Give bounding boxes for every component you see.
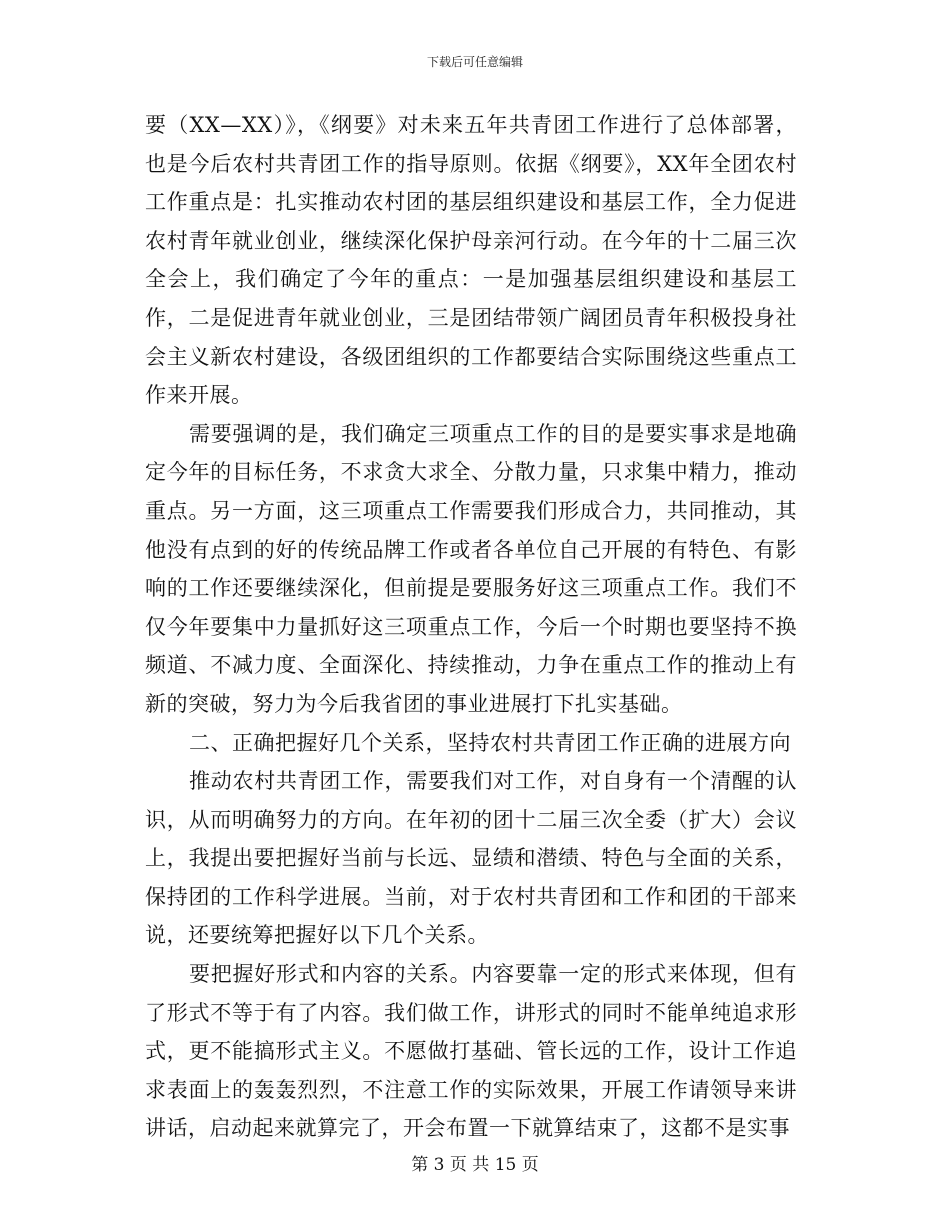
paragraph-2: 需要强调的是，我们确定三项重点工作的目的是要实事求是地确定今年的目标任务，不求贪大求全、分散力量，只求集中精力，推动重点。另一方面，这三项重点工作需要我们形成合力，共同推动，其他没有点到的好的传统品牌工作或者各单位自己开展的有特色、有影响的工作还要继续深化，但前提是要服务好这三项重点工作。我们不仅今年要集中力量抓好这三项重点工作，今后一个时期也要坚持不换频道、不减力度、全面深化、持续推动，力争在重点工作的推动上有新的突破，努力为今后我省团的事业进展打下扎实基础。	[145, 421, 797, 716]
page-footer	[0, 1154, 950, 1176]
current-page-number: 3	[433, 1155, 445, 1175]
page-header: 下载后可任意编辑	[426, 55, 523, 69]
paragraph-4: 要把握好形式和内容的关系。内容要靠一定的形式来体现，但有了形式不等于有了内容。我们做工作，讲形式的同时不能单纯追求形式，更不能搞形式主义。不愿做打基础、管长远的工作，设计工作追求表面上的轰轰烈烈，不注意工作的实际效果，开展工作请领导来讲讲话，启动起来就算完了，开会布置一下就算结束了，这都不是实事	[145, 962, 797, 1141]
paragraph-3: 推动农村共青团工作，需要我们对工作，对自身有一个清醒的认识，从而明确努力的方向。在年初的团十二届三次全委（扩大）会议上，我提出要把握好当前与长远、显绩和潜绩、特色与全面的关系，保持团的工作科学进展。当前，对于农村共青团和工作和团的干部来说，还要统筹把握好以下几个关系。	[145, 769, 797, 948]
footer-suffix: 页	[521, 1155, 539, 1175]
total-pages-number: 15	[494, 1155, 517, 1175]
document-body	[145, 106, 797, 1148]
footer-middle: 页 共	[449, 1155, 490, 1175]
section-heading: 二、正确把握好几个关系，坚持农村共青团工作正确的进展方向	[189, 730, 791, 755]
paragraph-1: 要（XX—XX）》，《纲要》对未来五年共青团工作进行了总体部署，也是今后农村共青团工作的指导原则。依据《纲要》，XX年全团农村工作重点是：扎实推动农村团的基层组织建设和基层工作，全力促进农村青年就业创业，继续深化保护母亲河行动。在今年的十二届三次全会上，我们确定了今年的重点：一是加强基层组织建设和基层工作，二是促进青年就业创业，三是团结带领广阔团员青年积极投身社会主义新农村建设，各级团组织的工作都要结合实际围绕这些重点工作来开展。	[145, 113, 797, 408]
footer-prefix: 第	[411, 1155, 429, 1175]
